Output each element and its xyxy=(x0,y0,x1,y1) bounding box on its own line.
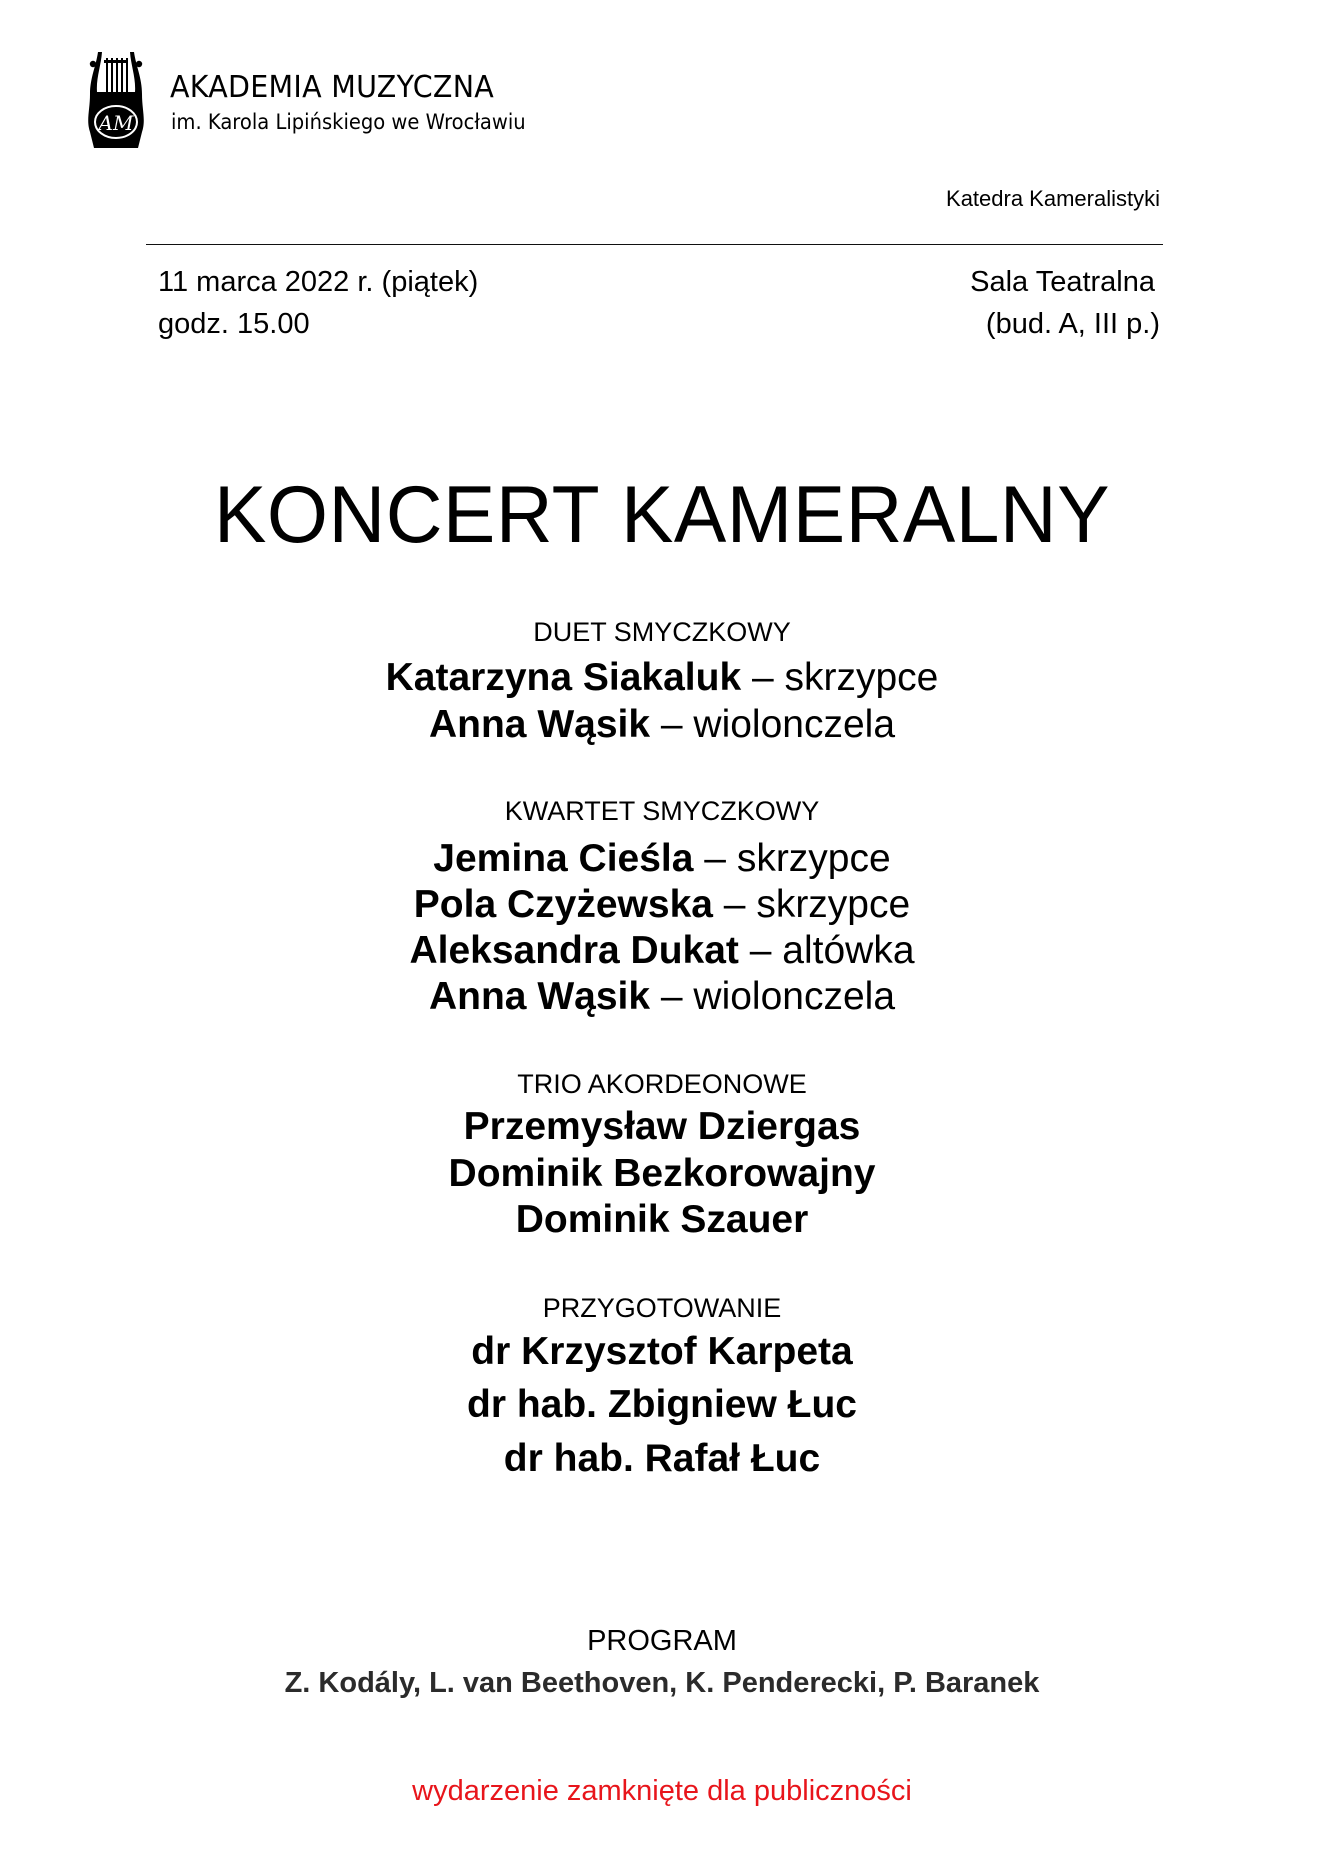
teacher-name: dr hab. Zbigniew Łuc xyxy=(467,1383,857,1426)
member-name: Pola Czyżewska xyxy=(413,883,713,926)
member-name: Dominik Szauer xyxy=(515,1198,809,1241)
page-title: KONCERT KAMERALNY xyxy=(213,470,1111,560)
member-name: Anna Wąsik xyxy=(428,975,651,1018)
event-date: 11 marca 2022 r. (piątek) xyxy=(158,266,479,298)
member-role: – wiolonczela xyxy=(650,703,896,746)
department-name: Katedra Kameralistyki xyxy=(946,186,1160,211)
program-heading: PROGRAM xyxy=(587,1625,737,1657)
svg-text:AM: AM xyxy=(98,111,134,135)
member-role: – skrzypce xyxy=(741,656,939,699)
program-composers: Z. Kodály, L. van Beethoven, K. Penderecki, P. Baranek xyxy=(284,1667,1040,1699)
ensemble-heading-trio: TRIO AKORDEONOWE xyxy=(517,1069,807,1099)
ensemble-member xyxy=(0,882,1320,928)
header-divider xyxy=(146,244,1163,245)
member-name: Katarzyna Siakaluk xyxy=(385,656,742,699)
event-venue-detail: (bud. A, III p.) xyxy=(985,308,1160,340)
member-name: Aleksandra Dukat xyxy=(409,929,739,972)
institution-name: AKADEMIA MUZYCZNA xyxy=(170,70,495,105)
ensemble-heading-quartet: KWARTET SMYCZKOWY xyxy=(504,796,820,826)
ensemble-member xyxy=(0,702,1320,748)
preparation-heading: PRZYGOTOWANIE xyxy=(542,1293,782,1323)
ensemble-heading-duet: DUET SMYCZKOWY xyxy=(533,617,791,647)
institution-subtitle: im. Karola Lipińskiego we Wrocławiu xyxy=(171,110,526,134)
teacher-name: dr Krzysztof Karpeta xyxy=(471,1330,853,1373)
ensemble-member xyxy=(0,1151,1320,1197)
member-role: – skrzypce xyxy=(712,883,911,926)
lyre-logo-icon xyxy=(84,48,148,152)
member-role: – altówka xyxy=(738,929,915,972)
ensemble-member xyxy=(0,1104,1320,1150)
member-role: – wiolonczela xyxy=(650,975,896,1018)
ensemble-member xyxy=(0,836,1320,882)
member-name: Dominik Bezkorowajny xyxy=(448,1152,876,1195)
member-name: Przemysław Dziergas xyxy=(463,1105,861,1148)
teacher-name: dr hab. Rafał Łuc xyxy=(503,1437,821,1480)
event-venue: Sala Teatralna xyxy=(970,266,1155,298)
event-time: godz. 15.00 xyxy=(158,308,310,340)
ensemble-member xyxy=(0,655,1320,701)
member-name: Anna Wąsik xyxy=(428,703,651,746)
member-role: – skrzypce xyxy=(693,837,891,880)
ensemble-member xyxy=(0,1197,1320,1243)
closed-event-notice: wydarzenie zamknięte dla publiczności xyxy=(412,1775,912,1807)
ensemble-member xyxy=(0,928,1320,974)
ensemble-member xyxy=(0,974,1320,1020)
member-name: Jemina Cieśla xyxy=(433,837,694,880)
